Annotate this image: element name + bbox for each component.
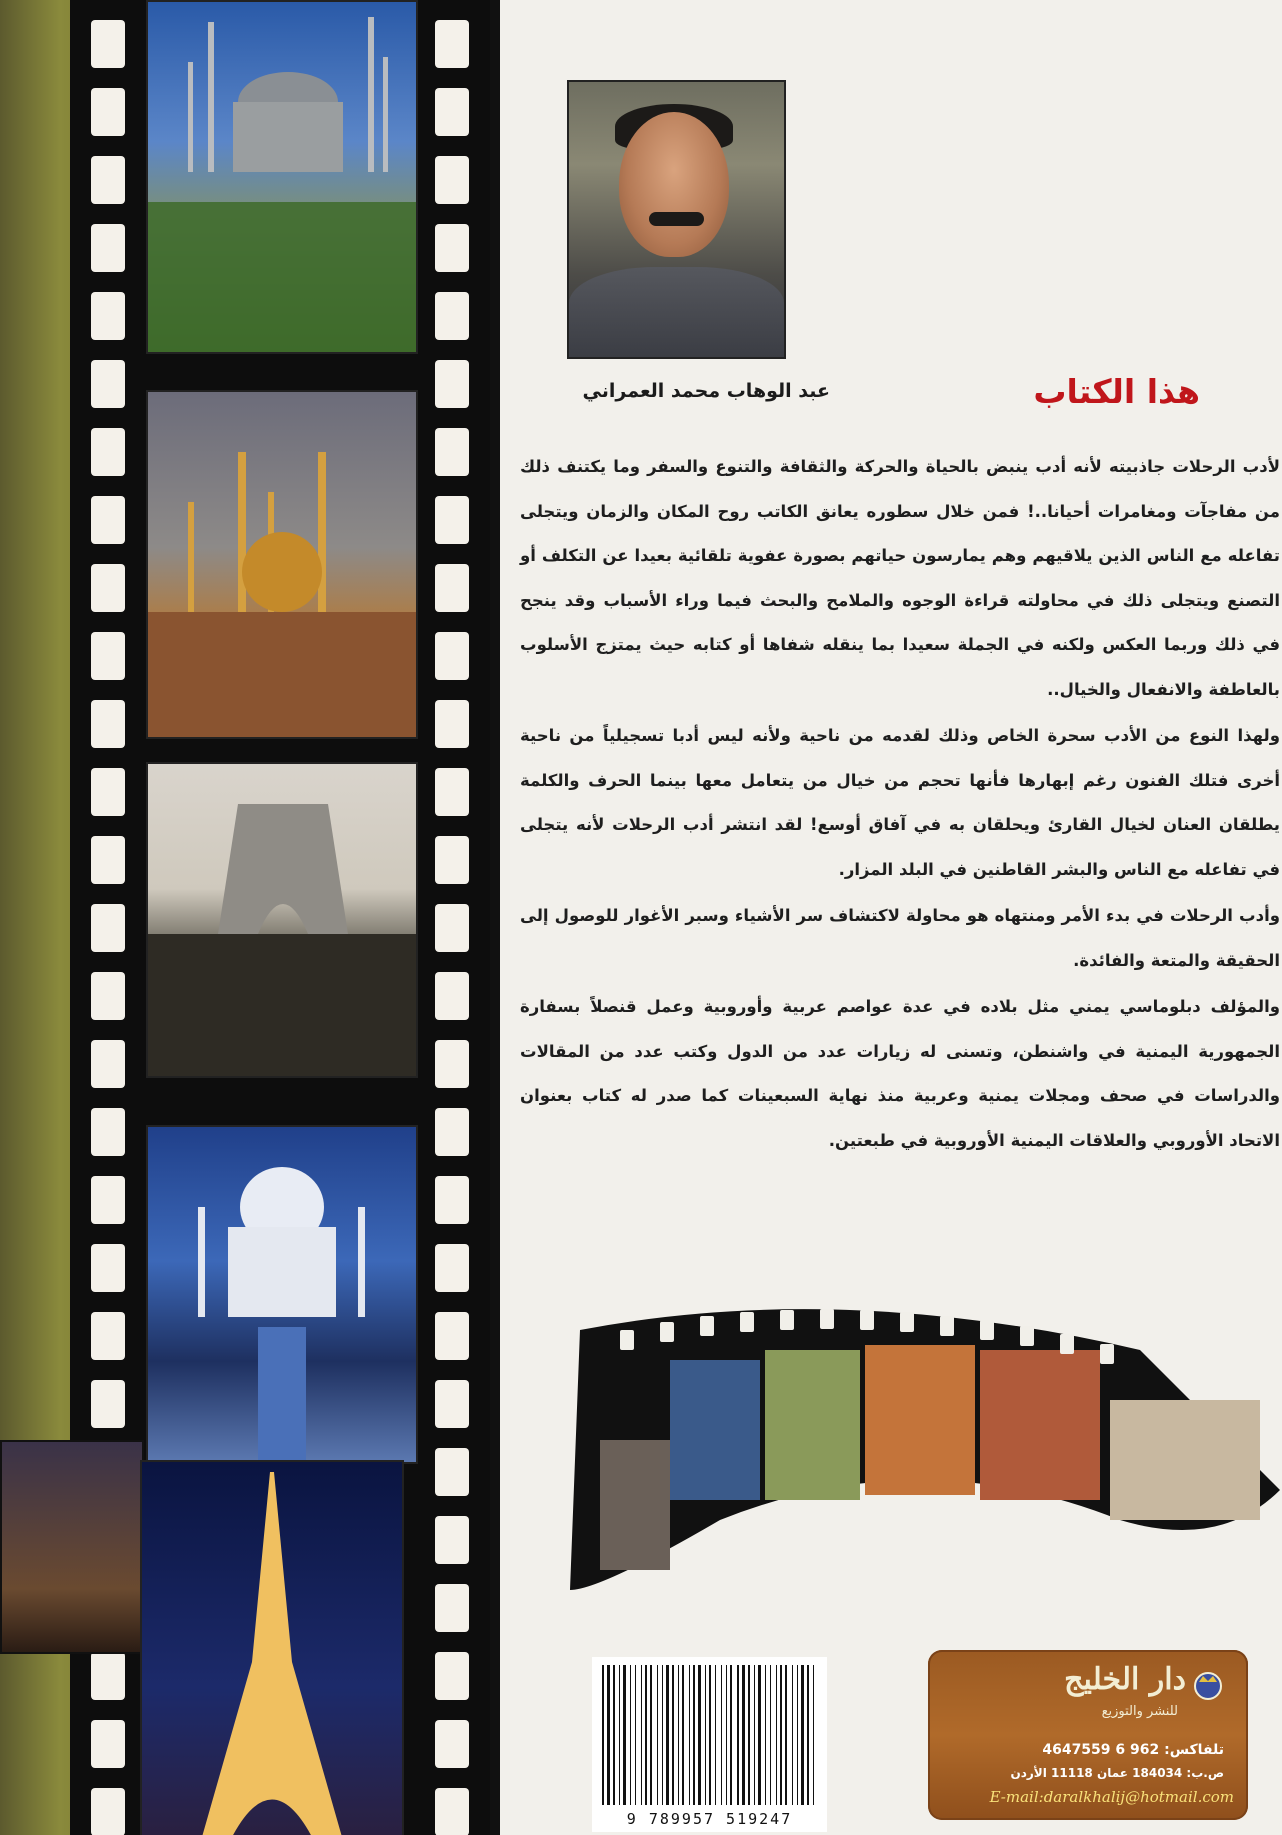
- photo-mosque-istanbul: [146, 0, 418, 354]
- film-perforation: [91, 904, 125, 952]
- film-perforation: [435, 20, 469, 68]
- book-description: [520, 445, 1280, 1165]
- film-perforation: [435, 360, 469, 408]
- taj-mahal-illustration: [148, 1127, 416, 1462]
- description-paragraph: وأدب الرحلات في بدء الأمر ومنتهاه هو محاولة لاكتشاف سر الأشياء وسبر الأغوار للوصول إلى الحقيقة والمتعة والفائدة.: [520, 906, 1280, 970]
- film-perforation: [435, 632, 469, 680]
- film-perforation: [91, 564, 125, 612]
- film-perforation: [91, 156, 125, 204]
- film-perforation: [435, 1040, 469, 1088]
- film-perforation: [435, 496, 469, 544]
- film-perforation: [435, 1244, 469, 1292]
- film-perforation: [91, 1176, 125, 1224]
- film-perforation: [91, 1720, 125, 1768]
- film-perforation: [435, 156, 469, 204]
- film-perforation: [435, 1176, 469, 1224]
- film-perforation: [91, 1652, 125, 1700]
- film-perforation: [435, 700, 469, 748]
- tower-illustration: [148, 764, 416, 1076]
- film-perforation: [91, 428, 125, 476]
- photo-shrine-small: [0, 1440, 144, 1654]
- film-perforation: [91, 360, 125, 408]
- mosque-illustration: [148, 2, 416, 352]
- film-perforation: [91, 972, 125, 1020]
- book-heading: هذا الكتاب: [1033, 372, 1200, 411]
- film-perforation: [435, 1652, 469, 1700]
- film-perforation: [435, 904, 469, 952]
- isbn-barcode: [592, 1657, 827, 1832]
- publisher-email[interactable]: E-mail:daralkhalij@hotmail.com: [989, 1788, 1234, 1806]
- film-perforation: [435, 292, 469, 340]
- isbn-digits: 9 789957 519247: [626, 1810, 793, 1828]
- photo-azadi-tower-crowd: [146, 762, 418, 1078]
- film-perforation: [435, 1788, 469, 1835]
- publisher-info-box: [928, 1650, 1248, 1820]
- film-perforation: [91, 292, 125, 340]
- film-perforation: [435, 1720, 469, 1768]
- film-perforation: [91, 1788, 125, 1835]
- film-perforation: [91, 1312, 125, 1360]
- author-name: عبد الوهاب محمد العمراني: [582, 380, 830, 402]
- eiffel-illustration: [142, 1462, 402, 1835]
- film-perforation: [91, 700, 125, 748]
- film-perforation: [91, 88, 125, 136]
- film-ribbon-collage: [420, 1290, 1280, 1620]
- film-perforation: [435, 88, 469, 136]
- film-perforation: [91, 1040, 125, 1088]
- film-perforation: [435, 836, 469, 884]
- film-perforation: [91, 1244, 125, 1292]
- film-perforation: [91, 836, 125, 884]
- photo-taj-mahal: [146, 1125, 418, 1464]
- film-perforation: [91, 768, 125, 816]
- photo-eiffel-tower: [140, 1460, 404, 1835]
- film-perforation: [91, 1108, 125, 1156]
- film-perforation: [91, 1380, 125, 1428]
- film-perforation: [91, 632, 125, 680]
- publisher-name: دار الخليج: [1064, 1662, 1186, 1697]
- crown-icon: [1190, 1668, 1226, 1700]
- film-perforation: [435, 972, 469, 1020]
- film-perforation: [435, 564, 469, 612]
- publisher-tagline: للنشر والتوزيع: [1101, 1704, 1178, 1719]
- description-paragraph: لأدب الرحلات جاذبيته لأنه أدب ينبض بالحياة والحركة والثقافة والتنوع والسفر وما يكتنف ذلك من مفاجآت ومغامرات أحيانا..! فمن خلال سطوره يعانق الكاتب روح المكان والزمان ويتجلى تفاعله مع الناس الذين يلاقيهم وهم يمارسون حياتهم بصورة عفوية تلقائية بعيدا عن التكلف أو التصنع ويتجلى ذلك في محاولته قراءة الوجوه والملامح والبحث فيما وراء الأسباب وقد ينجح في ذلك وربما العكس ولكنه في الجملة سعيدا بما ينقله شفاها أو كتابه حيث يمتزج الأسلوب بالعاطفة والانفعال والخيال..: [520, 457, 1280, 699]
- description-paragraph: والمؤلف دبلوماسي يمني مثل بلاده في عدة عواصم عربية وأوروبية وعمل قنصلاً بسفارة الجمهورية اليمنية في واشنطن، وتسنى له زيارات عدد من الدول وكتب عدد من المقالات والدراسات في صحف ومجلات يمنية وعربية منذ نهاية السبعينات كما صدر له كتاب بعنوان الاتحاد الأوروبي والعلاقات اليمنية الأوروبية في طبعتين.: [520, 997, 1280, 1150]
- film-perforation: [435, 1108, 469, 1156]
- publisher-po-box: ص.ب: 184034 عمان 11118 الأردن: [1010, 1766, 1224, 1780]
- film-perforation: [91, 20, 125, 68]
- description-paragraph: ولهذا النوع من الأدب سحرة الخاص وذلك لقدمه من ناحية ولأنه ليس أدبا تسجيلياً من ناحية أخرى فتلك الفنون رغم إبهارها فأنها تحجم من خيال من يتعامل معها بينما الحرف والكلمة يطلقان العنان لخيال القارئ ويحلقان به في آفاق أوسع! لقد انتشر أدب الرحلات لأنه يتجلى في تفاعله مع الناس والبشر القاطنين في البلد المزار.: [520, 726, 1280, 879]
- back-cover-content: [500, 0, 1282, 1835]
- film-perforation: [435, 224, 469, 272]
- photo-shrine-golden-domes: [146, 390, 418, 739]
- publisher-fax: تلفاكس: 962 6 4647559: [1042, 1742, 1224, 1758]
- barcode-bars: [592, 1657, 827, 1807]
- film-perforation: [435, 768, 469, 816]
- film-perforation: [91, 496, 125, 544]
- shrine-illustration: [148, 392, 416, 737]
- author-photo: [567, 80, 786, 359]
- film-perforation: [435, 428, 469, 476]
- film-perforation: [91, 224, 125, 272]
